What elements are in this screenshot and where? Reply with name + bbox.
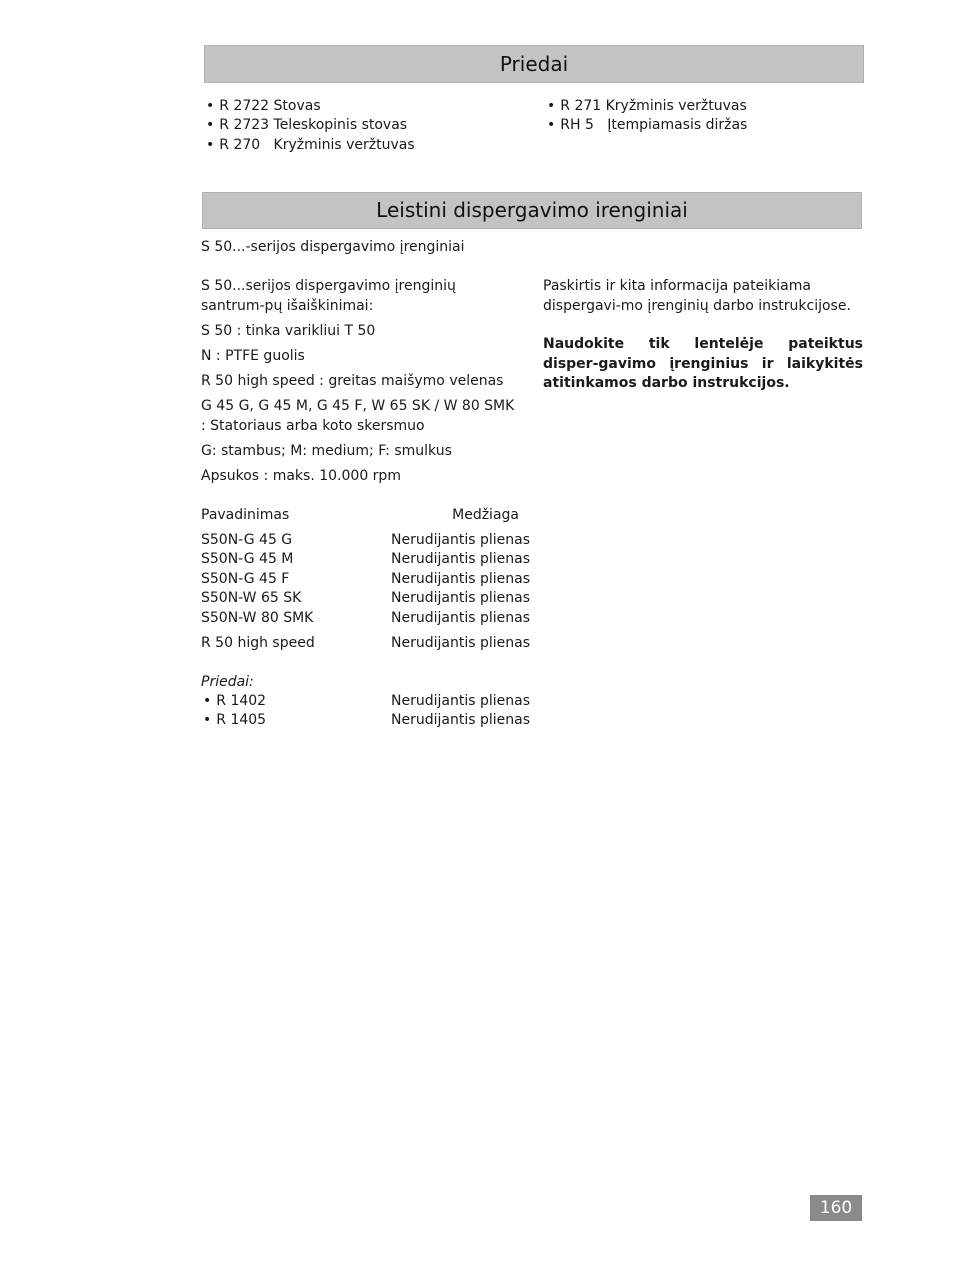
- accessory-cell-name: • R 1405: [203, 711, 266, 731]
- table-cell-material: Nerudijantis plienas: [391, 610, 530, 626]
- table-cell-name: R 50 high speed: [201, 635, 315, 651]
- table-cell-material: Nerudijantis plienas: [391, 590, 530, 606]
- accessory-cell-material: Nerudijantis plienas: [391, 693, 530, 709]
- tools-section-header: Leistini dispergavimo irenginiai: [202, 192, 862, 229]
- warning-paragraph: Naudokite tik lentelėje pateiktus disper-gavimo įrenginius ir laikykitės atitinkamos darbo instrukcijos.: [543, 336, 863, 391]
- abbreviation-line: G 45 G, G 45 M, G 45 F, W 65 SK / W 80 SMK : Statoriaus arba koto skersmuo: [201, 398, 515, 434]
- table-cell-name: S50N-G 45 G: [201, 532, 293, 548]
- accessories-label: Priedai:: [201, 674, 254, 690]
- accessory-item: • RH 5 Įtempiamasis diržas: [547, 116, 747, 136]
- abbreviation-line: Apsukos : maks. 10.000 rpm: [201, 468, 401, 484]
- table-cell-material: Nerudijantis plienas: [391, 635, 530, 651]
- abbreviations-heading: S 50...serijos dispergavimo įrenginių santrum-pų išaiškinimai:: [201, 278, 456, 314]
- table-header-name: Pavadinimas: [201, 507, 290, 523]
- page-number: 160: [810, 1195, 862, 1221]
- table-cell-material: Nerudijantis plienas: [391, 532, 530, 548]
- table-cell-name: S50N-G 45 M: [201, 551, 294, 567]
- table-cell-name: S50N-W 80 SMK: [201, 610, 314, 626]
- info-paragraph: Paskirtis ir kita informacija pateikiama dispergavi-mo įrenginių darbo instrukcijose.: [543, 278, 851, 314]
- accessories-section-header: Priedai: [204, 45, 864, 83]
- accessory-item: • R 270 Kryžminis veržtuvas: [206, 136, 415, 156]
- accessory-item: • R 2723 Teleskopinis stovas: [206, 116, 407, 136]
- abbreviation-line: G: stambus; M: medium; F: smulkus: [201, 443, 452, 459]
- table-cell-material: Nerudijantis plienas: [391, 571, 530, 587]
- abbreviation-line: S 50 : tinka varikliui T 50: [201, 323, 376, 339]
- table-cell-name: S50N-W 65 SK: [201, 590, 302, 606]
- accessory-item: • R 2722 Stovas: [206, 97, 321, 117]
- table-header-material: Medžiaga: [452, 507, 519, 523]
- table-cell-material: Nerudijantis plienas: [391, 551, 530, 567]
- accessory-cell-material: Nerudijantis plienas: [391, 712, 530, 728]
- tools-subtitle: S 50...-serijos dispergavimo įrenginiai: [201, 239, 465, 255]
- accessory-cell-name: • R 1402: [203, 692, 266, 712]
- abbreviation-line: R 50 high speed : greitas maišymo velenas: [201, 373, 504, 389]
- abbreviation-line: N : PTFE guolis: [201, 348, 305, 364]
- accessory-item: • R 271 Kryžminis veržtuvas: [547, 97, 747, 117]
- table-cell-name: S50N-G 45 F: [201, 571, 290, 587]
